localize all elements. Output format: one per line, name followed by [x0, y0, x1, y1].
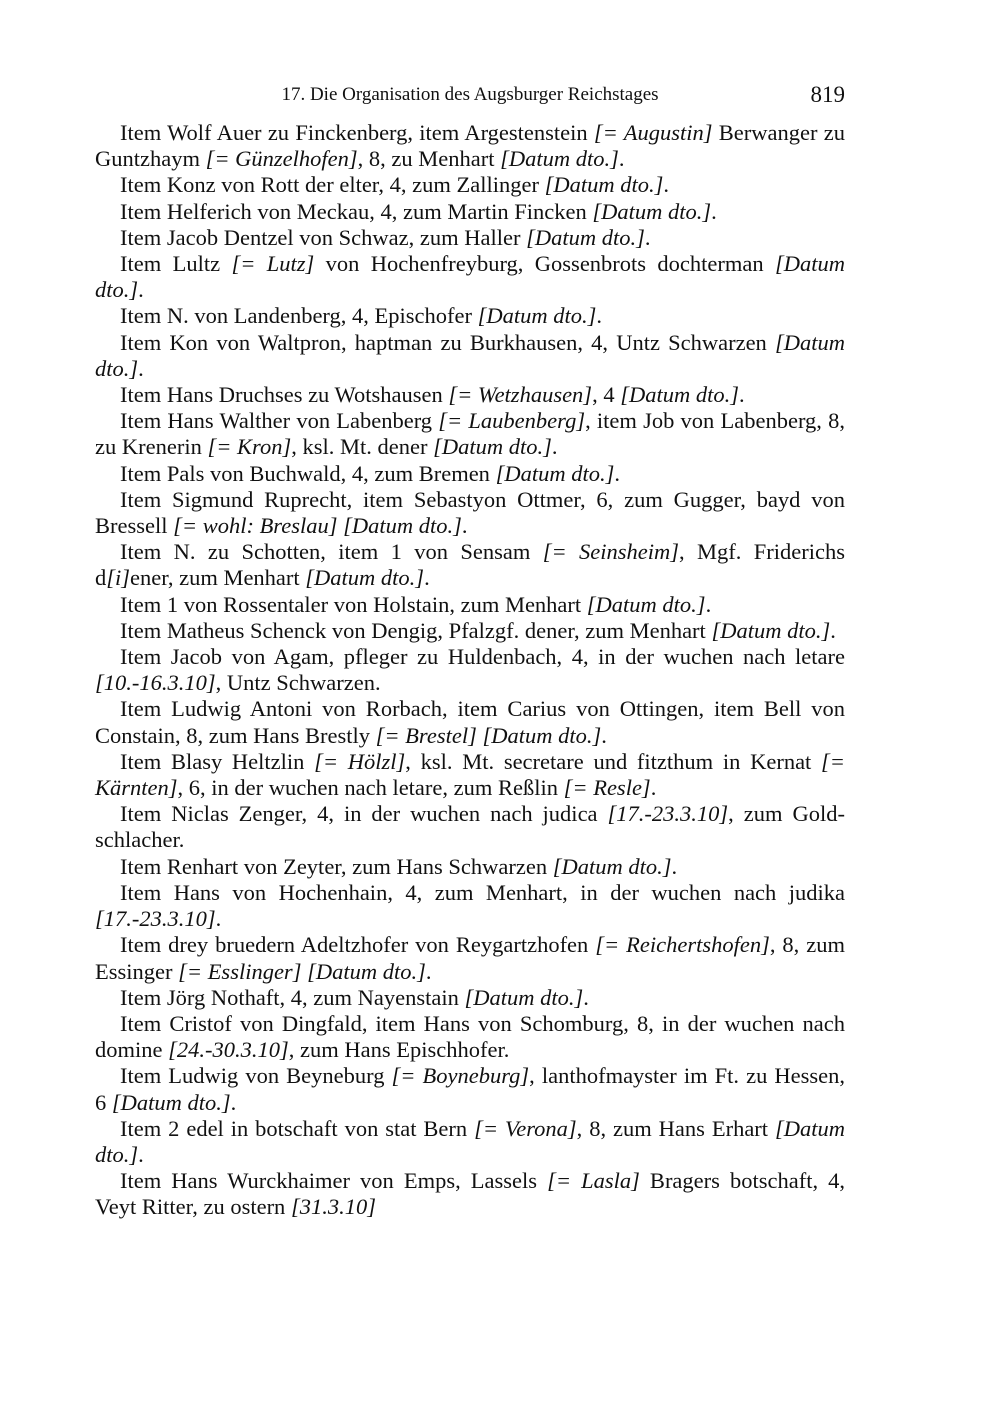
editorial-note: [Datum dto.]: [111, 1089, 231, 1115]
editorial-note: [Datum dto.]: [552, 853, 672, 879]
editorial-note: [Datum dto.]: [95, 1115, 845, 1167]
entry-text: , zum Gold-schlacher.: [95, 801, 845, 853]
entry-text: Item Hans von Hochenhain, 4, zum Menhart, in der wuchen nach judika: [120, 879, 845, 905]
editorial-note: [Datum dto.]: [500, 146, 619, 172]
entry-paragraph: [95, 408, 845, 460]
entry-paragraph: [95, 382, 845, 408]
entry-paragraph: [95, 801, 845, 853]
editorial-note: [= Augustin]: [593, 120, 713, 145]
running-title: 17. Die Organisation des Augsburger Reichstages: [281, 84, 659, 105]
entry-text: , item Job von Labenberg, 8, zu Krenerin: [95, 408, 845, 460]
editorial-note: [= Hölzl]: [314, 748, 406, 774]
entry-text: .: [215, 906, 222, 932]
entry-paragraph: [95, 120, 845, 172]
editorial-note: [= Seinsheim]: [542, 539, 680, 565]
entry-paragraph: [95, 303, 845, 329]
editorial-note: [= Boyneburg]: [391, 1063, 530, 1089]
editorial-note: [= Kärnten]: [95, 748, 845, 801]
entry-paragraph: [95, 1063, 845, 1115]
editorial-note: [= Verona]: [474, 1115, 577, 1141]
entry-text: Item Hans Wurckhaimer von Emps, Lassels: [120, 1168, 548, 1194]
entry-paragraph: [95, 592, 845, 618]
entry-text: , 8, zum Hans Erhart: [576, 1115, 775, 1141]
entry-text: Bragers botschaft, 4, Veyt Ritter, zu ostern: [95, 1168, 846, 1220]
editorial-note: [= Kron]: [207, 434, 292, 460]
entry-paragraph: [95, 618, 845, 644]
entry-text: , 4: [592, 382, 621, 408]
editorial-note: [Datum dto.]: [711, 617, 831, 643]
editorial-note: [= Esslinger] [Datum dto.]: [178, 958, 426, 984]
entry-paragraph: [95, 539, 845, 591]
entry-text: Item Wolf Auer zu Finckenberg, item Argestenstein: [120, 120, 594, 145]
entry-paragraph: [95, 696, 845, 748]
entry-text: .: [138, 355, 144, 381]
entry-text: .: [583, 984, 589, 1010]
entry-paragraph: [95, 1011, 845, 1063]
editorial-note: [= wohl: Breslau] [Datum dto.]: [173, 513, 462, 539]
entry-text: Item Hans Druchses zu Wotshausen: [120, 382, 449, 408]
entry-text: Item Niclas Zenger, 4, in der wuchen nach judica: [120, 801, 608, 827]
entry-text: , 8, zum Essinger: [95, 932, 845, 984]
editorial-note: [Datum dto.]: [526, 224, 645, 250]
entry-text: Item Cristof von Dingfald, item Hans von Schomburg, 8, in der wuchen nach domine: [95, 1010, 845, 1063]
entry-paragraph: [95, 172, 845, 198]
editorial-note: [= Lasla]: [547, 1168, 640, 1194]
entry-text: Item Blasy Heltzlin: [120, 748, 315, 774]
entry-text: Berwanger zu Guntzhaym: [95, 120, 845, 172]
entry-text: .: [138, 277, 144, 303]
entry-text: Item Jacob von Agam, pfleger zu Huldenbach, 4, in der wuchen nach letare: [120, 644, 845, 670]
entry-text: .: [663, 172, 669, 198]
running-head: [95, 80, 845, 110]
entry-text: .: [601, 722, 607, 748]
editorial-note: [= Günzelhofen]: [205, 146, 358, 172]
entry-text: .: [705, 591, 712, 617]
entry-text: Item drey bruedern Adeltzhofer von Reygartzhofen: [120, 932, 596, 958]
editorial-note: [Datum dto.]: [620, 382, 739, 408]
entry-text: , Untz Schwarzen.: [215, 670, 381, 696]
entry-paragraph: [95, 225, 845, 251]
entry-text: .: [230, 1089, 237, 1115]
editorial-note: [Datum dto.]: [464, 984, 584, 1010]
entry-text: Item Jacob Dentzel von Schwaz, zum Haller: [120, 224, 527, 250]
entry-text: Item Lultz: [120, 251, 232, 277]
entry-text: .: [138, 1141, 144, 1167]
entry-text: .: [596, 303, 602, 329]
entry-text: , lanthofmayster im Ft. zu Hessen, 6: [95, 1063, 845, 1115]
entry-text: .: [425, 958, 432, 984]
entry-paragraph: [95, 749, 845, 801]
entry-text: Item Helferich von Meckau, 4, zum Martin Fincken: [120, 198, 593, 224]
entry-text: Item Renhart von Zeyter, zum Hans Schwarzen: [120, 853, 553, 879]
entry-text: .: [830, 617, 836, 643]
entry-paragraph: [95, 251, 845, 303]
entry-text: .: [671, 853, 678, 879]
editorial-note: [24.-30.3.10]: [168, 1037, 289, 1063]
entry-paragraph: [95, 880, 845, 932]
entry-text: .: [650, 775, 657, 801]
entry-paragraph: [95, 1168, 845, 1220]
entry-text: Item Ludwig Antoni von Rorbach, item Carius von Ottingen, item Bell von Constain, 8, zum Hans Brestly: [95, 696, 845, 748]
editorial-note: [= Reichertshofen]: [595, 932, 770, 958]
entry-paragraph: [95, 487, 845, 539]
entry-list: [95, 120, 845, 1221]
editorial-note: [31.3.10]: [290, 1194, 376, 1220]
entry-text: Item Sigmund Ruprecht, item Sebastyon Ottmer, 6, zum Gugger, bayd von Bressell: [95, 486, 845, 539]
editorial-note: [i]: [106, 565, 131, 591]
editorial-note: [17.-23.3.10]: [607, 801, 729, 827]
entry-paragraph: [95, 644, 845, 696]
entry-text: Item N. zu Schotten, item 1 von Sensam: [120, 539, 543, 565]
entry-paragraph: [95, 330, 845, 382]
editorial-note: [= Resle]: [563, 775, 651, 801]
entry-text: , zum Hans Epischhofer.: [288, 1037, 510, 1063]
entry-text: Item Ludwig von Beyneburg: [120, 1063, 392, 1089]
entry-paragraph: [95, 199, 845, 225]
entry-text: Item Hans Walther von Labenberg: [120, 408, 439, 434]
entry-text: Item Kon von Waltpron, haptman zu Burkhausen, 4, Untz Schwarzen: [120, 329, 775, 355]
editorial-note: [Datum dto.]: [586, 591, 706, 617]
editorial-note: [Datum dto.]: [305, 565, 425, 591]
entry-paragraph: [95, 985, 845, 1011]
entry-text: ener, zum Menhart: [130, 565, 306, 591]
editorial-note: [= Brestel] [Datum dto.]: [375, 722, 602, 748]
entry-text: von Hochenfreyburg, Gossenbrots dochterman: [314, 251, 775, 277]
entry-text: , 6, in der wuchen nach letare, zum Reßlin: [177, 775, 564, 801]
entry-text: , 8, zu Menhart: [357, 146, 501, 172]
entry-text: , ksl. Mt. secretare und fitzthum in Kernat: [405, 748, 822, 774]
editorial-note: [= Lutz]: [231, 251, 315, 277]
entry-paragraph: [95, 854, 845, 880]
editorial-note: [Datum dto.]: [495, 460, 615, 486]
editorial-note: [10.-16.3.10]: [95, 670, 216, 696]
entry-text: .: [711, 198, 717, 224]
editorial-note: [Datum dto.]: [477, 303, 597, 329]
entry-text: Item Konz von Rott der elter, 4, zum Zallinger: [120, 172, 545, 198]
entry-text: , ksl. Mt. dener: [291, 434, 434, 460]
editorial-note: [Datum dto.]: [544, 172, 664, 198]
entry-text: Item Pals von Buchwald, 4, zum Bremen: [120, 460, 496, 486]
entry-text: .: [424, 565, 430, 591]
entry-text: .: [461, 513, 468, 539]
entry-paragraph: [95, 1116, 845, 1168]
editorial-note: [= Laubenberg]: [438, 408, 586, 434]
entry-text: Item N. von Landenberg, 4, Epischofer: [120, 303, 478, 329]
editorial-note: [Datum dto.]: [95, 329, 845, 381]
editorial-note: [Datum dto.]: [95, 251, 846, 303]
editorial-note: [Datum dto.]: [592, 198, 712, 224]
entry-text: Item Jörg Nothaft, 4, zum Nayenstain: [120, 984, 465, 1010]
entry-text: .: [738, 382, 745, 408]
entry-paragraph: [95, 461, 845, 487]
page-number: 819: [810, 82, 845, 107]
entry-text: .: [644, 224, 651, 250]
editorial-note: [17.-23.3.10]: [95, 906, 216, 932]
editorial-note: [Datum dto.]: [433, 434, 552, 460]
entry-text: Item 2 edel in botschaft von stat Bern: [120, 1115, 475, 1141]
entry-text: .: [618, 146, 625, 172]
entry-text: .: [551, 434, 558, 460]
entry-text: .: [614, 460, 620, 486]
entry-text: Item 1 von Rossentaler von Holstain, zum Menhart: [120, 591, 587, 617]
entry-text: , Mgf. Friderichs d: [95, 539, 845, 591]
entry-text: Item Matheus Schenck von Dengig, Pfalzgf. dener, zum Menhart: [120, 617, 712, 643]
editorial-note: [= Wetzhausen]: [448, 382, 593, 408]
entry-paragraph: [95, 932, 845, 984]
